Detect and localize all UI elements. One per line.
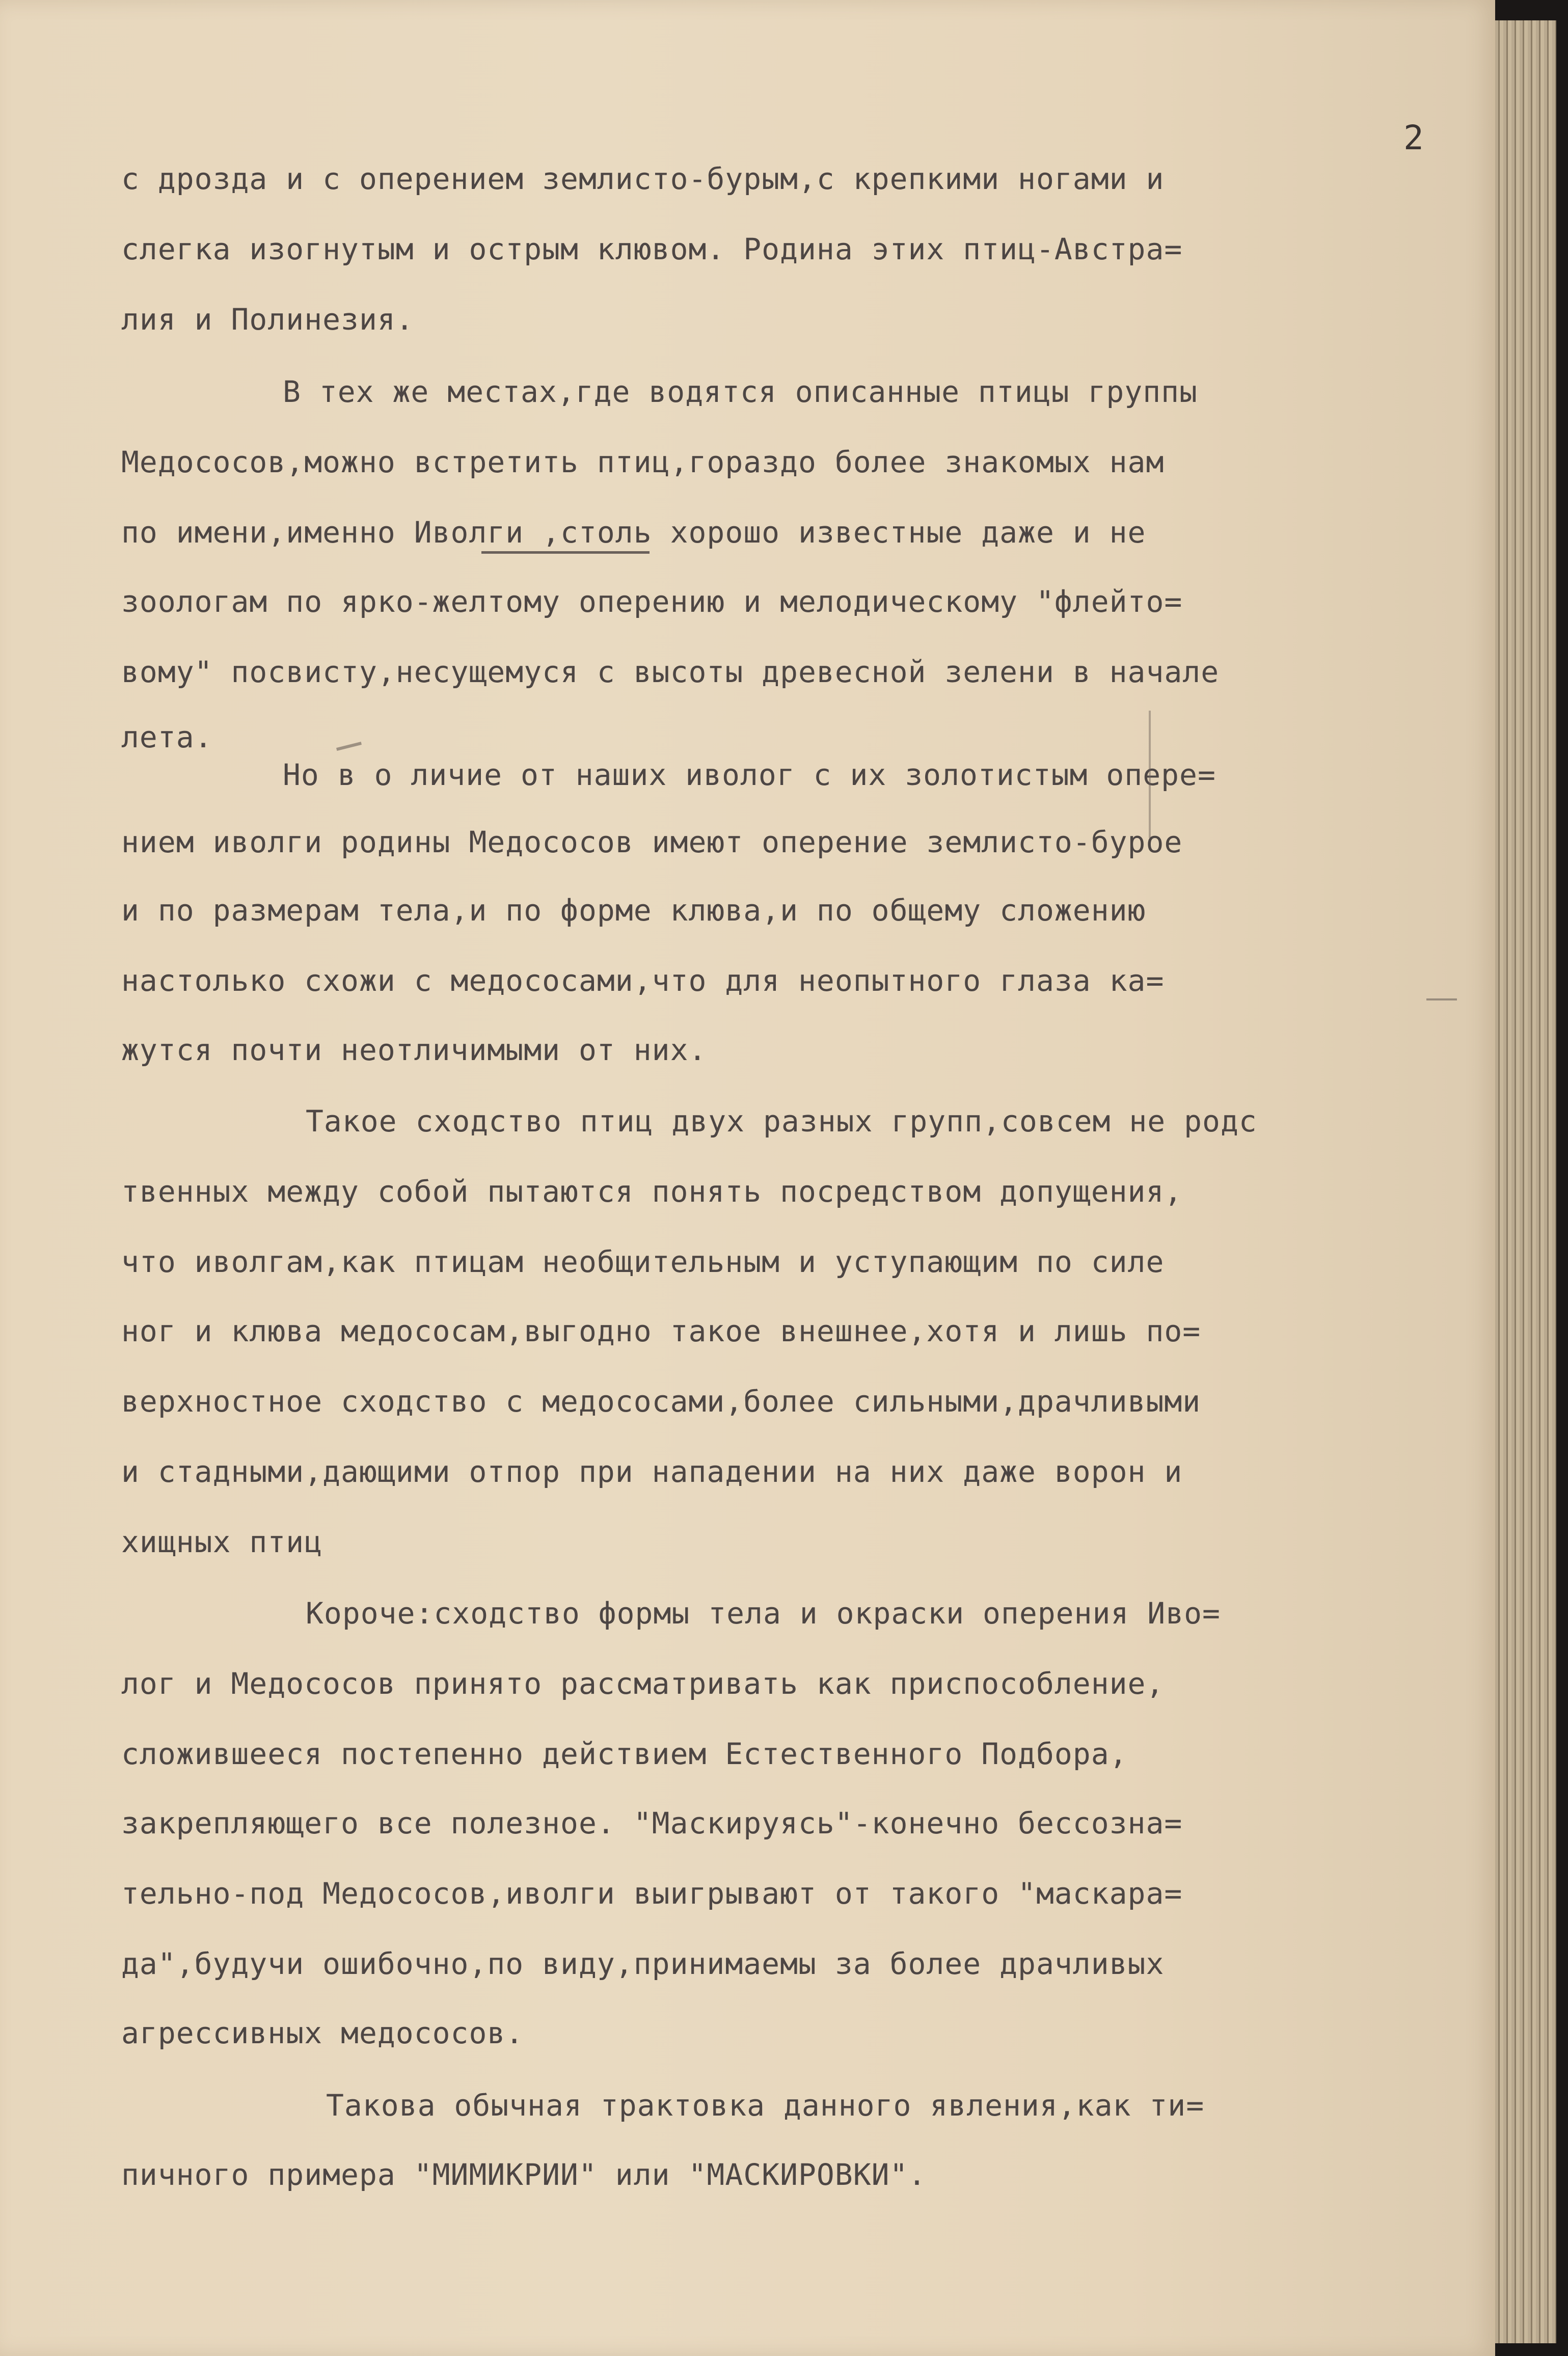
underline-mark: [481, 551, 650, 554]
text-line: слегка изогнутым и острым клювом. Родина этих птиц-Австра=: [121, 232, 1183, 266]
text-line: зоологам по ярко-желтому оперению и мелодическому "флейто=: [121, 584, 1183, 619]
pencil-mark: [1149, 711, 1151, 838]
page-number: 2: [1403, 118, 1424, 157]
text-line: нием иволги родины Медососов имеют оперение землисто-бурое: [121, 825, 1183, 859]
text-line: что иволгам,как птицам необщительным и уступающим по силе: [121, 1244, 1165, 1279]
pencil-mark: [1426, 998, 1457, 1000]
text-line: и по размерам тела,и по форме клюва,и по общему сложению: [121, 893, 1146, 928]
text-line: лог и Медососов принято рассматривать как приспособление,: [121, 1666, 1165, 1701]
text-line: верхностное сходство с медососами,более сильными,драчливыми: [121, 1384, 1201, 1419]
text-line: тельно-под Медососов,иволги выигрывают от такого "маскара=: [121, 1876, 1183, 1911]
text-line: и стадными,дающими отпор при нападении на них даже ворон и: [121, 1454, 1183, 1489]
text-line: да",будучи ошибочно,по виду,принимаемы за более драчливых: [121, 1946, 1165, 1981]
text-line: Медососов,можно встретить птиц,гораздо более знакомых нам: [121, 445, 1165, 479]
text-line: ног и клюва медососам,выгодно такое внешнее,хотя и лишь по=: [121, 1314, 1201, 1348]
text-line: настолько схожи с медососами,что для неопытного глаза ка=: [121, 963, 1165, 998]
text-line: лия и Полинезия.: [121, 302, 414, 337]
text-line: В тех же местах,где водятся описанные птицы группы: [283, 374, 1198, 409]
text-line: вому" посвисту,несущемуся с высоты древесной зелени в начале: [121, 655, 1220, 689]
text-line: хищных птиц: [121, 1525, 323, 1559]
text-line: закрепляющего все полезное. "Маскируясь"-конечно бессозна=: [121, 1806, 1183, 1840]
text-line: Но в о личие от наших иволог с их золотистым опере=: [283, 757, 1216, 792]
text-line: лета.: [121, 720, 213, 754]
text-line: Короче:сходство формы тела и окраски оперения Иво=: [306, 1596, 1221, 1631]
stacked-page-edges: [1495, 20, 1556, 2343]
text-line: Такова обычная трактовка данного явления,как ти=: [326, 2088, 1205, 2123]
text-line: жутся почти неотличимыми от них.: [121, 1033, 707, 1067]
text-line: по имени,именно Иволги ,столь хорошо известные даже и не: [121, 515, 1146, 550]
text-line: агрессивных медососов.: [121, 2016, 524, 2050]
text-line: пичного примера "МИМИКРИИ" или "МАСКИРОВКИ".: [121, 2157, 927, 2192]
text-line: с дрозда и с оперением землисто-бурым,с крепкими ногами и: [121, 161, 1165, 196]
text-line: сложившееся постепенно действием Естественного Подбора,: [121, 1737, 1128, 1771]
text-line: твенных между собой пытаются понять посредством допущения,: [121, 1174, 1183, 1209]
text-line: Такое сходство птиц двух разных групп,совсем не родс: [306, 1104, 1257, 1139]
